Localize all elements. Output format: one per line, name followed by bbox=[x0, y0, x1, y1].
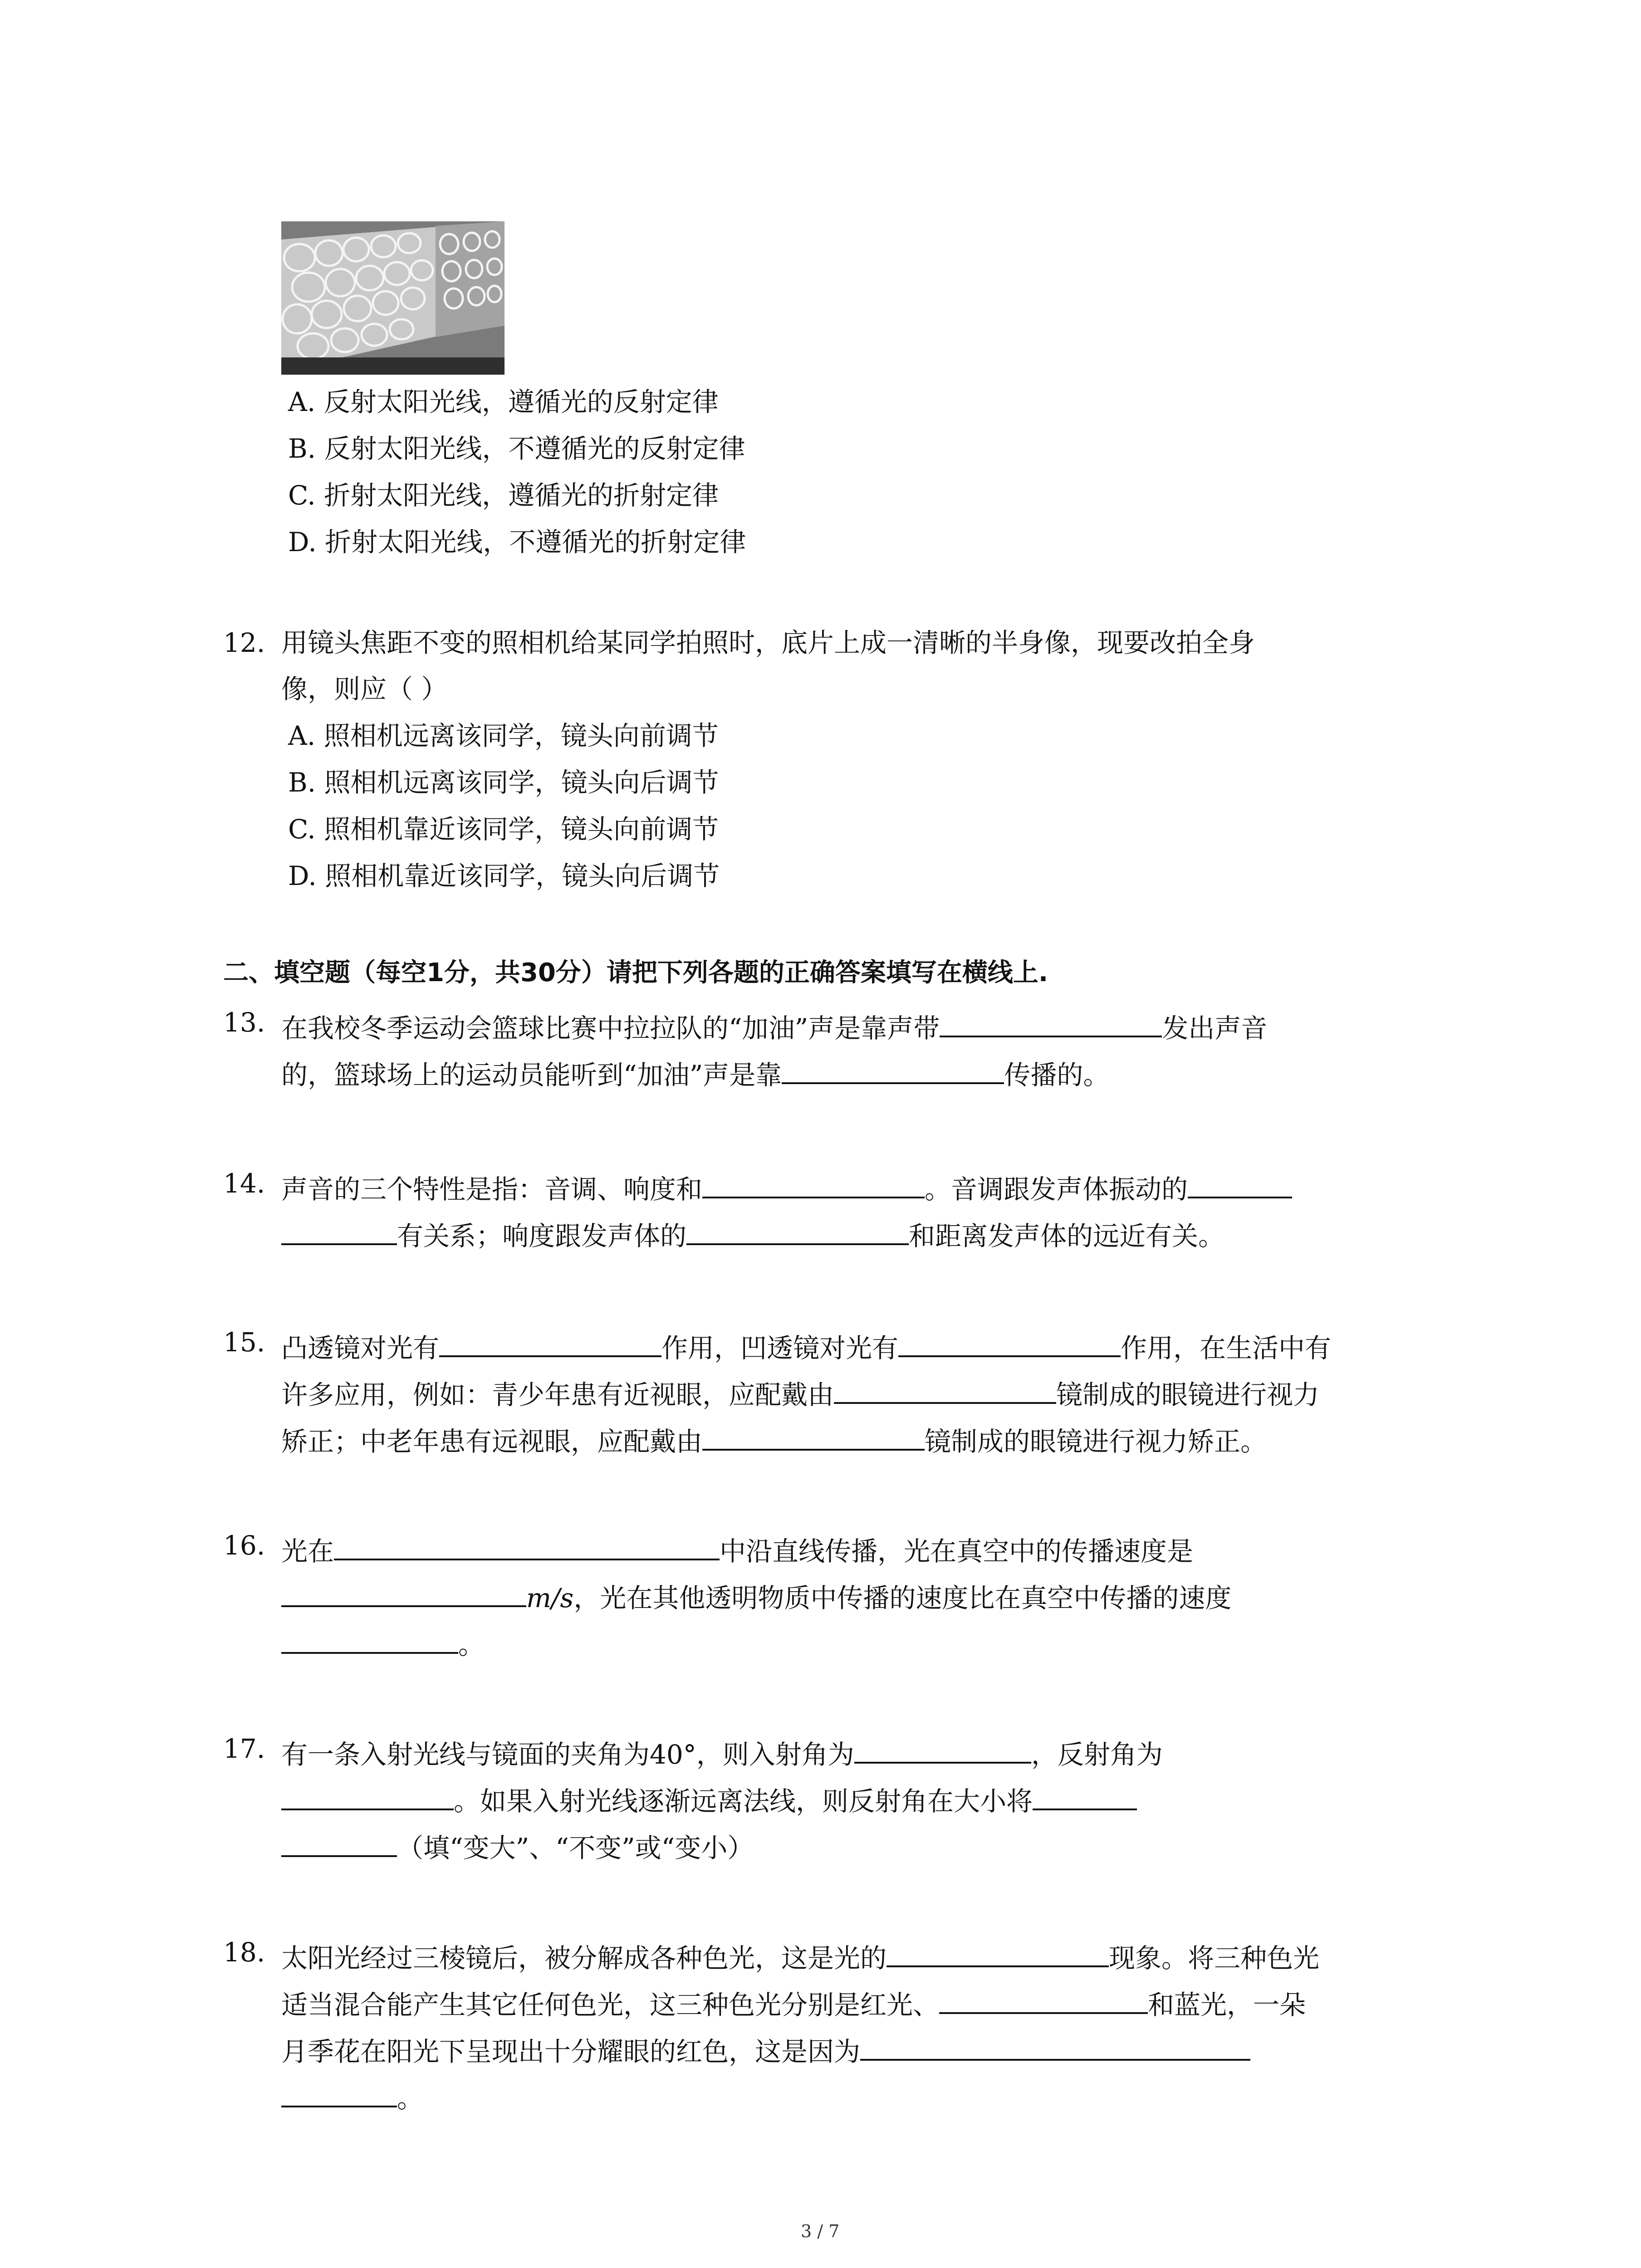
q17-blank-3a[interactable] bbox=[1033, 1782, 1137, 1810]
q16-blank-2[interactable] bbox=[281, 1579, 526, 1607]
q14-blank-2a[interactable] bbox=[1188, 1170, 1292, 1198]
q18-text-6: 。 bbox=[397, 2083, 424, 2114]
q14-text-4: 和距离发声体的远近有关。 bbox=[909, 1221, 1225, 1251]
q16-line1 bbox=[281, 1532, 1194, 1567]
q16-blank-1[interactable] bbox=[334, 1532, 720, 1560]
q17-text-3: 。如果入射光线逐渐远离法线，则反射角在大小将 bbox=[454, 1786, 1033, 1817]
q11-option-c: C. 折射太阳光线，遵循光的折射定律 bbox=[288, 480, 719, 511]
q12-option-b: B. 照相机远离该同学，镜头向后调节 bbox=[288, 767, 719, 798]
q11-option-d: D. 折射太阳光线，不遵循光的折射定律 bbox=[288, 527, 746, 557]
section-heading: 二、填空题（每空1分，共30分）请把下列各题的正确答案填写在横线上. bbox=[223, 958, 1048, 987]
q12-option-c: C. 照相机靠近该同学，镜头向前调节 bbox=[288, 814, 719, 845]
q15-blank-3[interactable] bbox=[834, 1376, 1056, 1404]
q13-line2 bbox=[281, 1056, 1109, 1088]
q13-blank-2[interactable] bbox=[782, 1056, 1004, 1084]
q16-blank-3[interactable] bbox=[281, 1626, 458, 1654]
q17-blank-2[interactable] bbox=[281, 1782, 454, 1810]
q13-blank-1[interactable] bbox=[940, 1009, 1162, 1037]
q14-text-2: 。音调跟发声体振动的 bbox=[925, 1174, 1188, 1205]
q14-text-1: 声音的三个特性是指：音调、响度和 bbox=[281, 1174, 703, 1205]
q14-blank-1[interactable] bbox=[702, 1170, 925, 1198]
q15-text-3: 作用，在生活中有 bbox=[1121, 1333, 1332, 1364]
q12-number: 12. bbox=[223, 627, 265, 658]
q11-option-b: B. 反射太阳光线，不遵循光的反射定律 bbox=[288, 433, 745, 464]
q16-text-4: 。 bbox=[458, 1629, 485, 1660]
q18-number: 18. bbox=[223, 1937, 265, 1968]
q16-number: 16. bbox=[223, 1530, 265, 1561]
q15-blank-2[interactable] bbox=[898, 1329, 1121, 1357]
q18-blank-1[interactable] bbox=[887, 1939, 1109, 1967]
q18-line1 bbox=[281, 1939, 1320, 1974]
q15-text-4: 许多应用，例如：青少年患有近视眼，应配戴由 bbox=[281, 1379, 834, 1410]
q13-text-4: 传播的。 bbox=[1004, 1060, 1110, 1090]
q18-line4 bbox=[281, 2079, 423, 2112]
q18-text-5: 月季花在阳光下呈现出十分耀眼的红色，这是因为 bbox=[281, 2036, 861, 2067]
q15-text-2: 作用，凹透镜对光有 bbox=[661, 1333, 899, 1364]
q14-text-3: 有关系；响度跟发声体的 bbox=[397, 1221, 687, 1251]
q18-line3 bbox=[281, 2033, 1250, 2065]
q15-text-5: 镜制成的眼镜进行视力 bbox=[1056, 1379, 1320, 1410]
q15-blank-4[interactable] bbox=[702, 1422, 925, 1451]
q17-text-2: ，反射角为 bbox=[1031, 1739, 1163, 1770]
q18-text-1: 太阳光经过三棱镜后，被分解成各种色光，这是光的 bbox=[281, 1943, 887, 1974]
q14-blank-3[interactable] bbox=[686, 1217, 909, 1245]
q17-line1 bbox=[281, 1735, 1163, 1768]
q14-line1 bbox=[281, 1170, 1292, 1205]
q14-blank-2b[interactable] bbox=[281, 1217, 397, 1245]
q13-number: 13. bbox=[223, 1007, 265, 1038]
q16-text-1: 光在 bbox=[281, 1536, 334, 1567]
q17-number: 17. bbox=[223, 1733, 265, 1764]
q18-text-2: 现象。将三种色光 bbox=[1109, 1943, 1320, 1974]
q14-number: 14. bbox=[223, 1168, 265, 1199]
q15-text-6: 矫正；中老年患有远视眼，应配戴由 bbox=[281, 1426, 703, 1457]
q16-text-3: ，光在其他透明物质中传播的速度比在真空中传播的速度 bbox=[573, 1583, 1232, 1613]
page-number: 3 / 7 bbox=[801, 2221, 840, 2241]
q14-line2 bbox=[281, 1217, 1225, 1249]
q15-number: 15. bbox=[223, 1327, 265, 1358]
q17-blank-1[interactable] bbox=[854, 1735, 1031, 1764]
q16-unit: m/s bbox=[526, 1583, 574, 1613]
q18-blank-2[interactable] bbox=[939, 1986, 1148, 2014]
q11-option-a: A. 反射太阳光线，遵循光的反射定律 bbox=[288, 386, 719, 417]
q13-text-3: 的，篮球场上的运动员能听到“加油”声是靠 bbox=[281, 1060, 782, 1090]
q13-line1 bbox=[281, 1009, 1268, 1044]
q12-stem-line2: 像，则应（ ） bbox=[281, 674, 448, 704]
q13-text-1: 在我校冬季运动会篮球比赛中拉拉队的“加油”声是靠声带 bbox=[281, 1013, 940, 1044]
q17-blank-3b[interactable] bbox=[281, 1829, 397, 1857]
q15-line2 bbox=[281, 1376, 1319, 1408]
q12-option-d: D. 照相机靠近该同学，镜头向后调节 bbox=[288, 860, 720, 891]
q15-line1 bbox=[281, 1329, 1332, 1364]
q16-text-2: 中沿直线传播，光在真空中的传播速度是 bbox=[720, 1536, 1194, 1567]
q15-line3 bbox=[281, 1422, 1267, 1455]
bubble-facade-image bbox=[281, 221, 505, 375]
q18-blank-3b[interactable] bbox=[281, 2079, 397, 2107]
q13-text-2: 发出声音 bbox=[1162, 1013, 1268, 1044]
q16-line3 bbox=[281, 1626, 485, 1658]
q12-stem-line1: 用镜头焦距不变的照相机给某同学拍照时，底片上成一清晰的半身像，现要改拍全身 bbox=[281, 627, 1255, 658]
q17-line3 bbox=[281, 1829, 754, 1861]
q12-option-a: A. 照相机远离该同学，镜头向前调节 bbox=[288, 720, 719, 751]
q15-text-1: 凸透镜对光有 bbox=[281, 1333, 440, 1364]
q18-text-4: 和蓝光，一朵 bbox=[1148, 1989, 1306, 2020]
q15-blank-1[interactable] bbox=[439, 1329, 661, 1357]
q18-line2 bbox=[281, 1986, 1306, 2018]
q17-line2 bbox=[281, 1782, 1137, 1817]
q18-text-3: 适当混合能产生其它任何色光，这三种色光分别是红光、 bbox=[281, 1989, 940, 2020]
q18-blank-3a[interactable] bbox=[860, 2033, 1250, 2061]
q17-text-1: 有一条入射光线与镜面的夹角为40°，则入射角为 bbox=[281, 1739, 854, 1770]
q17-text-4: （填“变大”、“不变”或“变小） bbox=[397, 1833, 754, 1863]
q16-line2 bbox=[281, 1579, 1231, 1611]
water-cube-photo bbox=[281, 221, 505, 375]
q15-text-7: 镜制成的眼镜进行视力矫正。 bbox=[925, 1426, 1267, 1457]
